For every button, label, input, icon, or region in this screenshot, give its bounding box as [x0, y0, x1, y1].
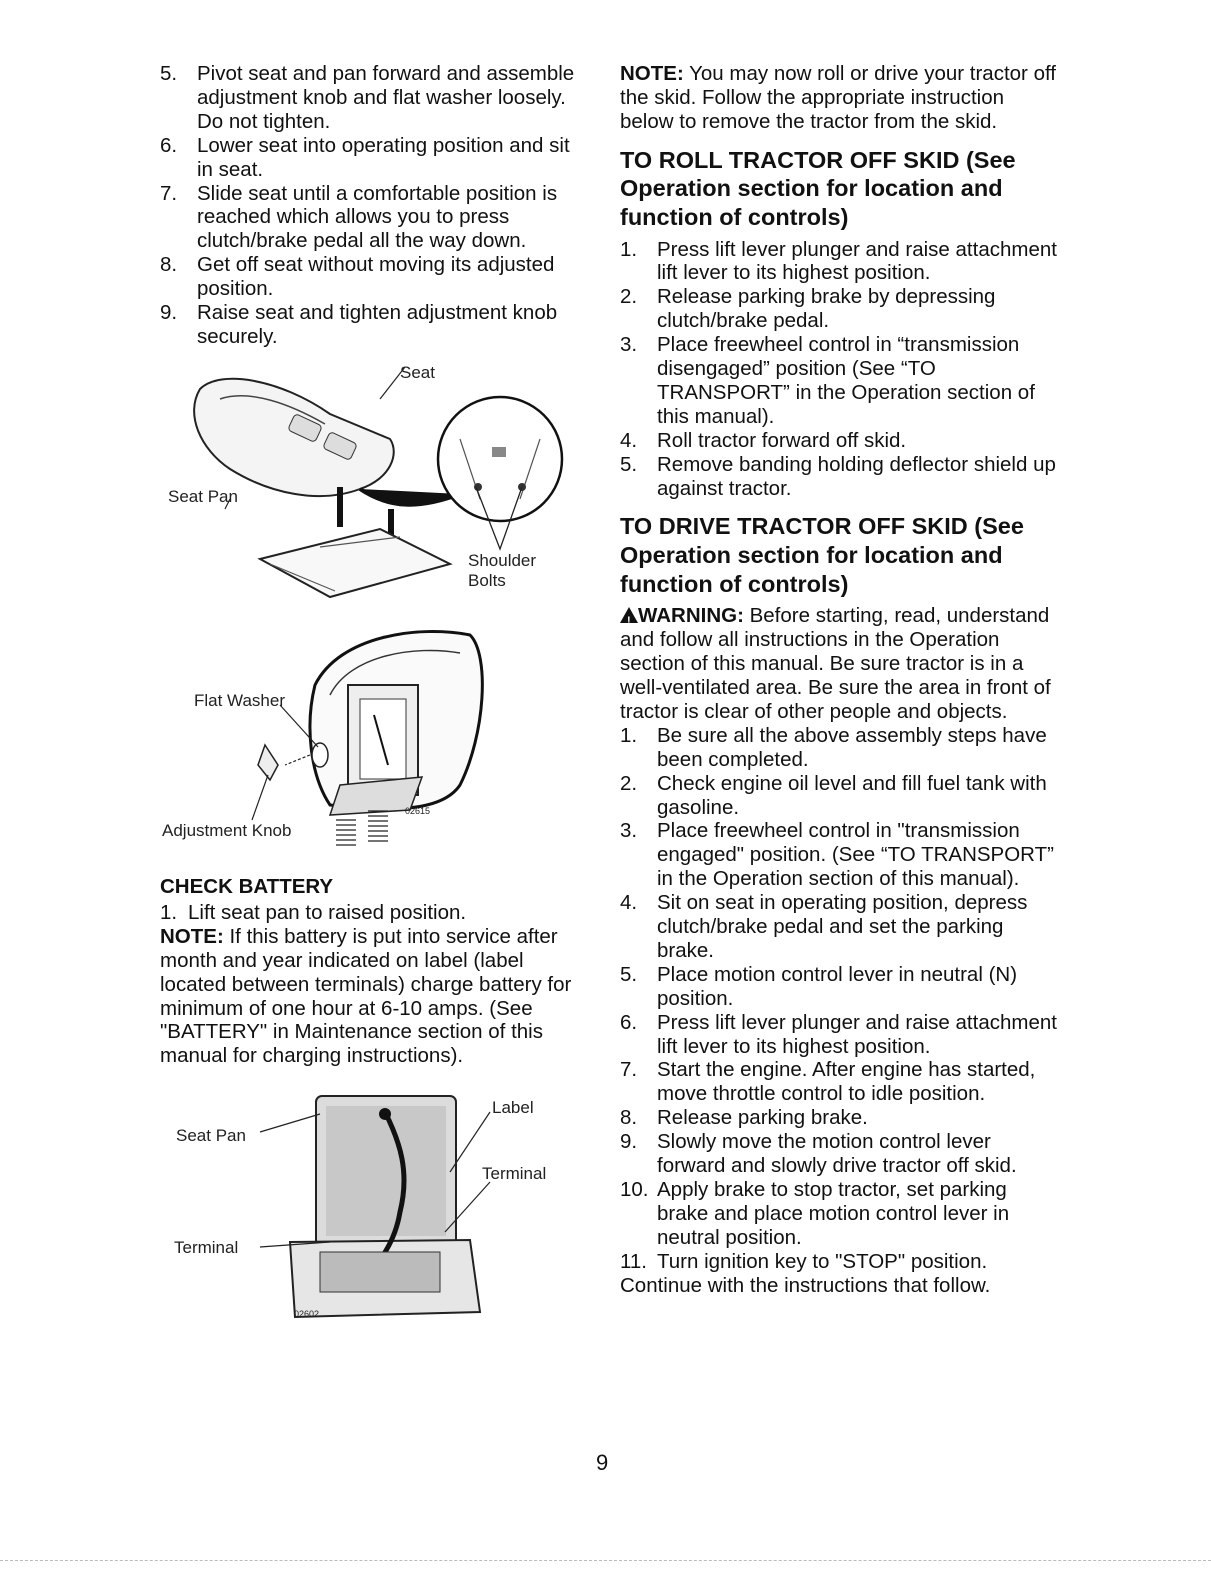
shoulder-bolts-label-line1: Shoulder: [468, 550, 537, 570]
list-item: 2. Release parking brake by depressing clutch/brake pedal.: [620, 285, 996, 333]
seat-assembly-figure: [160, 359, 590, 611]
list-item: 4. Sit on seat in operating position, depress clutch/brake pedal and set the parking brake.: [620, 891, 1028, 962]
label-label: Label: [492, 1098, 534, 1118]
seat-illustration: [160, 359, 590, 611]
list-item: 1. Press lift lever plunger and raise attachment lift lever to its highest position.: [620, 237, 1057, 285]
list-item: 2. Check engine oil level and fill fuel tank with gasoline.: [620, 771, 1047, 819]
list-item: 3. Place freewheel control in "transmission engaged" position. (See “TO TRANSPORT” in the Operation section of this manual).: [620, 819, 1054, 891]
list-item: 1. Lift seat pan to raised position.: [160, 900, 467, 924]
battery-figure: [160, 1092, 590, 1332]
warning-icon: [620, 607, 638, 623]
list-item: 8. Release parking brake.: [620, 1106, 868, 1130]
list-item: 5. Remove banding holding deflector shield up against tractor.: [620, 452, 1056, 500]
steps-top-list: [160, 62, 590, 349]
roll-tractor-heading: TO ROLL TRACTOR OFF SKID (See Operation section for location and function of controls): [620, 146, 1016, 230]
battery-note: NOTE: If this battery is put into service after month and year indicated on label (label located between terminals) charge battery for minimum of one hour at 6-10 amps. (See "BATTERY" in Maintenance section of this manual for charging instructions).: [160, 924, 572, 1068]
list-item: 4. Roll tractor forward off skid.: [620, 428, 907, 452]
seat-pan-label: Seat Pan: [176, 1126, 246, 1146]
list-item: 1. Be sure all the above assembly steps have been completed.: [620, 723, 1047, 771]
list-item: 7. Slide seat until a comfortable position is reached which allows you to press clutch/brake pedal all the way down.: [160, 181, 558, 253]
drive-tractor-heading: TO DRIVE TRACTOR OFF SKID (See Operation section for location and function of controls): [620, 513, 1024, 597]
drive-steps-list: [620, 724, 1060, 1274]
shoulder-bolts-label-line2: Bolts: [468, 570, 506, 590]
closing-text: Continue with the instructions that follow.: [620, 1273, 991, 1297]
list-item: 9. Slowly move the motion control lever forward and slowly drive tractor off skid.: [620, 1130, 1017, 1178]
warning-paragraph: !WARNING: Before starting, read, understand and follow all instructions in the Operation section of this manual. Be sure tractor is in a well-ventilated area. Be sure the area in front of tractor is clear of other people and objects.: [620, 604, 1060, 724]
flat-washer-label: Flat Washer: [194, 690, 286, 710]
terminal-label-left: Terminal: [174, 1238, 239, 1258]
list-item: 3. Place freewheel control in “transmission disengaged” position (See “TO TRANSPORT” in the Operation section of this manual).: [620, 333, 1035, 428]
adjustment-knob-label: Adjustment Knob: [162, 820, 292, 840]
list-item: 10. Apply brake to stop tractor, set parking brake and place motion control lever in neutral position.: [620, 1178, 1010, 1249]
list-item: 11. Turn ignition key to "STOP" position.: [620, 1249, 988, 1273]
list-item: 9. Raise seat and tighten adjustment knob securely.: [160, 301, 558, 348]
seat-pan-label: Seat Pan: [168, 486, 238, 506]
footer-divider: [0, 1560, 1211, 1561]
list-item: 7. Start the engine. After engine has started, move throttle control to idle position.: [620, 1058, 1036, 1106]
adjustment-knob-figure: [160, 615, 590, 865]
figure-code: 02602: [294, 1309, 320, 1320]
left-column: [160, 62, 590, 1332]
list-item: 6. Press lift lever plunger and raise attachment lift lever to its highest position.: [620, 1010, 1057, 1058]
page-number: 9: [596, 1450, 609, 1475]
check-battery-heading: CHECK BATTERY: [160, 874, 334, 898]
list-item: 5. Place motion control lever in neutral (N) position.: [620, 962, 1018, 1010]
terminal-label-right: Terminal: [482, 1164, 547, 1184]
list-item: 8. Get off seat without moving its adjusted position.: [160, 253, 555, 301]
roll-steps-list: [620, 238, 1060, 501]
list-item: 6. Lower seat into operating position and sit in seat.: [160, 133, 570, 181]
seat-label: Seat: [400, 362, 435, 382]
skid-note: NOTE: You may now roll or drive your tractor off the skid. Follow the appropriate instruction below to remove the tractor from the skid.: [620, 62, 1056, 133]
list-item: 5. Pivot seat and pan forward and assemble adjustment knob and flat washer loosely. Do not tighten.: [160, 62, 575, 133]
figure-code: 02615: [405, 805, 431, 816]
right-column: [620, 62, 1060, 1298]
